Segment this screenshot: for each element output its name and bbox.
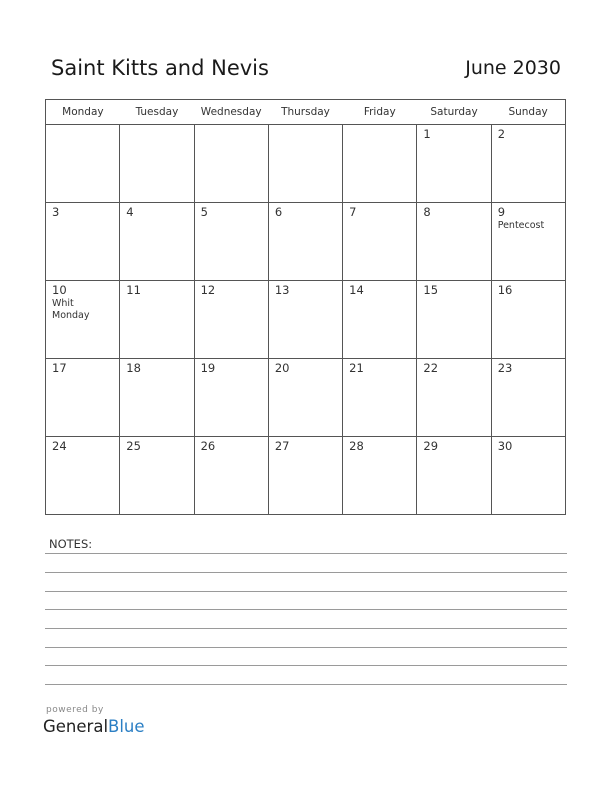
day-number: 23 — [497, 361, 513, 375]
day-cell — [491, 281, 565, 359]
generalblue-logo — [43, 717, 145, 736]
day-number: 30 — [497, 439, 513, 453]
day-number: 12 — [200, 283, 216, 297]
day-number: 27 — [274, 439, 290, 453]
day-number: 11 — [126, 283, 141, 297]
day-cell — [491, 125, 565, 203]
week-row — [46, 203, 566, 281]
weekday-header: Saturday — [417, 100, 491, 125]
day-number: 10 — [52, 283, 67, 297]
weekday-header-row — [46, 100, 566, 125]
day-number: 28 — [349, 439, 364, 453]
brand-name-part2: Blue — [108, 717, 145, 736]
day-number: 16 — [497, 283, 513, 297]
day-number: 18 — [126, 361, 141, 375]
powered-by-text: powered by — [46, 705, 104, 715]
day-cell — [194, 203, 268, 281]
day-cell — [417, 359, 491, 437]
holiday-label: Pentecost — [497, 220, 545, 231]
day-number: 8 — [423, 205, 431, 219]
notes-line — [45, 628, 567, 629]
day-number: 1 — [423, 127, 431, 141]
week-row — [46, 281, 566, 359]
day-cell — [268, 281, 342, 359]
notes-line — [45, 572, 567, 573]
day-cell — [194, 281, 268, 359]
day-cell — [343, 437, 417, 515]
day-cell — [120, 359, 194, 437]
day-number: 29 — [423, 439, 439, 453]
week-row — [46, 359, 566, 437]
day-cell — [268, 359, 342, 437]
day-cell — [46, 203, 120, 281]
day-number: 13 — [274, 283, 290, 297]
day-cell-empty — [194, 125, 268, 203]
weekday-header: Thursday — [268, 100, 342, 125]
day-number: 4 — [126, 205, 134, 219]
brand-name-part1: General — [43, 717, 109, 736]
day-cell-empty — [343, 125, 417, 203]
day-cell — [491, 437, 565, 515]
day-cell — [194, 359, 268, 437]
day-number: 2 — [497, 127, 506, 141]
day-number: 7 — [349, 205, 357, 219]
weekday-header: Sunday — [491, 100, 565, 125]
day-cell — [343, 203, 417, 281]
day-cell — [194, 437, 268, 515]
calendar-grid — [45, 99, 566, 515]
week-row — [46, 437, 566, 515]
day-cell — [268, 437, 342, 515]
calendar-country-title: Saint Kitts and Nevis — [51, 56, 269, 80]
week-row — [46, 125, 566, 203]
day-number: 9 — [497, 205, 506, 219]
weekday-header: Friday — [343, 100, 417, 125]
day-number: 20 — [274, 361, 290, 375]
day-cell — [491, 203, 565, 281]
day-cell — [491, 359, 565, 437]
day-cell — [343, 281, 417, 359]
notes-label: NOTES: — [49, 537, 93, 551]
day-number: 17 — [52, 361, 67, 375]
day-cell-empty — [46, 125, 120, 203]
day-cell — [417, 125, 491, 203]
notes-line — [45, 591, 567, 592]
day-cell — [120, 437, 194, 515]
day-number: 22 — [423, 361, 439, 375]
day-number: 19 — [200, 361, 216, 375]
day-cell — [46, 281, 120, 359]
day-number: 6 — [274, 205, 283, 219]
day-cell — [417, 203, 491, 281]
day-number: 5 — [200, 205, 208, 219]
weekday-header: Wednesday — [194, 100, 268, 125]
calendar-month-title: June 2030 — [465, 57, 561, 79]
notes-line — [45, 647, 567, 648]
day-cell — [46, 437, 120, 515]
holiday-label: Whit Monday — [52, 298, 90, 321]
day-number: 26 — [200, 439, 216, 453]
notes-line — [45, 665, 567, 666]
weekday-header: Tuesday — [120, 100, 194, 125]
day-cell-empty — [120, 125, 194, 203]
day-cell-empty — [268, 125, 342, 203]
day-cell — [46, 359, 120, 437]
day-number: 25 — [126, 439, 141, 453]
notes-line — [45, 553, 567, 554]
day-number: 21 — [349, 361, 364, 375]
day-cell — [343, 359, 417, 437]
day-cell — [417, 437, 491, 515]
notes-line — [45, 684, 567, 685]
day-cell — [120, 203, 194, 281]
day-number: 15 — [423, 283, 439, 297]
day-number: 24 — [52, 439, 67, 453]
day-number: 3 — [52, 205, 60, 219]
day-cell — [120, 281, 194, 359]
day-cell — [268, 203, 342, 281]
day-number: 14 — [349, 283, 364, 297]
weekday-header: Monday — [46, 100, 120, 125]
day-cell — [417, 281, 491, 359]
notes-line — [45, 609, 567, 610]
